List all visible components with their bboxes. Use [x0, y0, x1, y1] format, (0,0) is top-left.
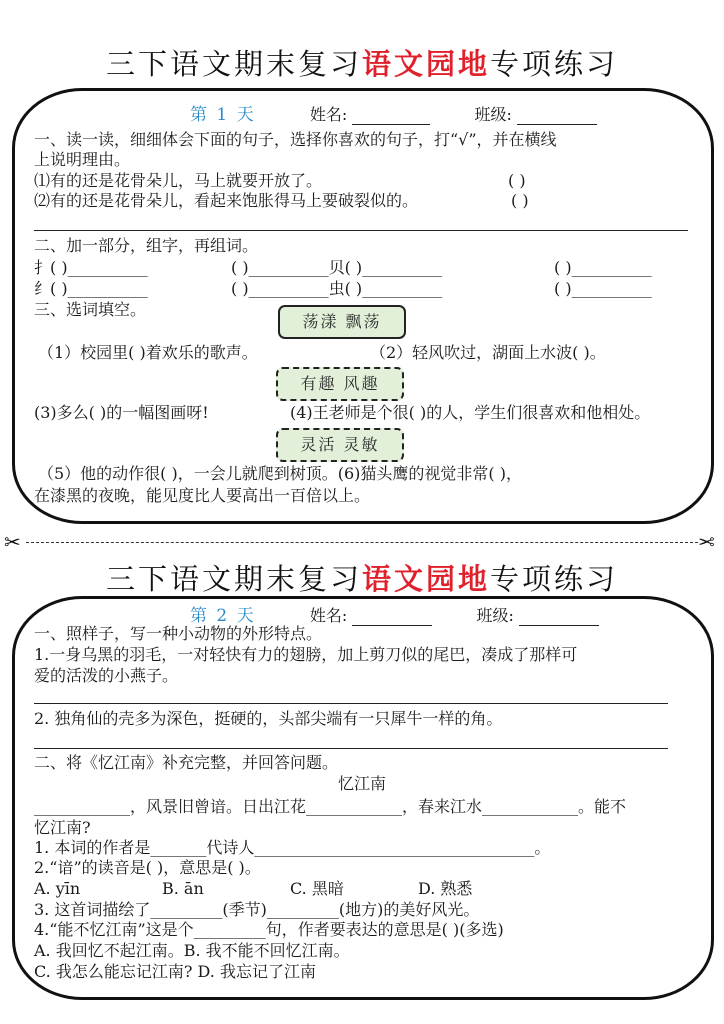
- d2-q1-ex1-line1: 1.一身乌黑的羽毛，一对轻快有力的翅膀，加上剪刀似的尾巴，凑成了那样可: [34, 645, 578, 664]
- d1-q3-s3[interactable]: (3)多么( )的一幅图画呀!: [34, 403, 209, 422]
- d2-q2-sub2[interactable]: 2.“谙”的读音是( )，意思是( )。: [34, 858, 261, 877]
- title-prefix: 三下语文期末复习: [105, 47, 362, 81]
- day2-label: 第 2 天: [190, 606, 256, 626]
- word-box-2: 有趣 风趣: [276, 367, 404, 401]
- title-prefix: 三下语文期末复习: [105, 562, 362, 596]
- d1-q2-r2-c3[interactable]: ( )__________: [554, 279, 652, 298]
- name-label: 姓名:: [309, 606, 348, 625]
- d1-q3-s5[interactable]: （5）他的动作很( )，一会儿就爬到树顶。(6)猫头鹰的视觉非常( )，: [38, 464, 522, 483]
- poem-line-2: 忆江南?: [34, 818, 91, 837]
- name-input[interactable]: [352, 109, 430, 125]
- d2-q2-sub2-opt-b: B. ān: [162, 879, 204, 898]
- worksheet-title-2: [0, 557, 724, 598]
- class-label: 班级:: [474, 105, 512, 124]
- d1-q2-r1-c3[interactable]: ( )__________: [554, 258, 652, 277]
- word-box-3: 灵活 灵敏: [276, 428, 404, 462]
- day2-header: [190, 601, 599, 626]
- d1-q2-r2-c2[interactable]: ( )__________虫( )__________: [231, 279, 443, 298]
- poem-line-1[interactable]: ____________，风景旧曾谙。日出江花____________，春来江水____________。能不: [34, 797, 627, 816]
- d1-q3-s2[interactable]: （2）轻风吹过，湖面上水波( )。: [370, 343, 606, 362]
- d2-q2-sub2-opt-a: A. yīn: [34, 879, 81, 898]
- d2-q2-sub2-opt-c: C. 黑暗: [290, 879, 344, 898]
- title-suffix: 专项练习: [490, 562, 619, 596]
- d2-q1-ex2: 2. 独角仙的壳多为深色，挺硬的，头部尖端有一只犀牛一样的角。: [34, 709, 503, 728]
- d2-q2-sub4[interactable]: 4.“能不忆江南”这是个_________句，作者要表达的意思是( )(多选): [34, 920, 504, 939]
- d2-q2-prompt: 二、将《忆江南》补充完整，并回答问题。: [34, 753, 339, 772]
- class-input[interactable]: [519, 610, 599, 626]
- day1-label: 第 1 天: [190, 105, 256, 125]
- poem-title: 忆江南: [337, 774, 386, 793]
- d1-q3-s4[interactable]: (4)王老师是个很( )的人，学生们很喜欢和他相处。: [290, 403, 651, 422]
- scissors-icon: ✂: [4, 530, 21, 554]
- d2-q1-answer-line-1[interactable]: [34, 703, 668, 704]
- word-box-1: 荡漾 飘荡: [278, 305, 406, 339]
- d1-q1-reason-line[interactable]: [34, 230, 688, 231]
- d1-q3-s1[interactable]: （1）校园里( )着欢乐的歌声。: [38, 343, 258, 362]
- title-highlight: 语文园地: [361, 47, 490, 81]
- d2-q2-sub1[interactable]: 1. 本词的作者是_______代诗人___________________________________。: [34, 838, 551, 857]
- d1-q3-s5-cont: 在漆黑的夜晚，能见度比人要高出一百倍以上。: [34, 486, 371, 505]
- d1-q1-item1: ⑴有的还是花骨朵儿，马上就要开放了。: [34, 171, 323, 190]
- d2-q2-sub4-opts-ab: A. 我回忆不起江南。B. 我不能不回忆江南。: [34, 941, 350, 960]
- day1-header: [190, 100, 597, 125]
- d1-q1-prompt-1: 一、读一读，细细体会下面的句子，选择你喜欢的句子，打“√”，并在横线: [34, 130, 557, 149]
- worksheet-title-1: [0, 42, 724, 83]
- d1-q2-r1-c1[interactable]: 扌( )__________: [34, 258, 148, 277]
- d2-q2-sub2-opt-d: D. 熟悉: [418, 879, 473, 898]
- cut-line-divider: [26, 542, 698, 543]
- d1-q1-item1-answer[interactable]: ( ): [508, 171, 526, 190]
- d2-q1-ex1-line2: 爱的活泼的小燕子。: [34, 666, 179, 685]
- class-label: 班级:: [476, 606, 514, 625]
- d1-q1-item2-answer[interactable]: ( ): [511, 191, 529, 210]
- d1-q1-prompt-2: 上说明理由。: [34, 150, 131, 169]
- title-suffix: 专项练习: [490, 47, 619, 81]
- d1-q2-r2-c1[interactable]: 纟( )__________: [34, 279, 148, 298]
- d1-q2-prompt: 二、加一部分，组字，再组词。: [34, 236, 259, 255]
- name-label: 姓名:: [309, 105, 348, 124]
- d1-q3-prompt: 三、选词填空。: [34, 300, 147, 319]
- class-input[interactable]: [517, 109, 597, 125]
- title-highlight: 语文园地: [361, 562, 490, 596]
- d2-q1-prompt: 一、照样子，写一种小动物的外形特点。: [34, 624, 323, 643]
- d2-q2-sub4-opts-cd: C. 我怎么能忘记江南? D. 我忘记了江南: [34, 962, 316, 981]
- name-input[interactable]: [352, 610, 432, 626]
- d1-q2-r1-c2[interactable]: ( )__________贝( )__________: [231, 258, 443, 277]
- d2-q1-answer-line-2[interactable]: [34, 748, 668, 749]
- d1-q1-item2: ⑵有的还是花骨朵儿，看起来饱胀得马上要破裂似的。: [34, 191, 419, 210]
- d2-q2-sub3[interactable]: 3. 这首词描绘了_________(季节)_________(地方)的美好风光。: [34, 900, 480, 919]
- scissors-icon: ✂: [698, 530, 715, 554]
